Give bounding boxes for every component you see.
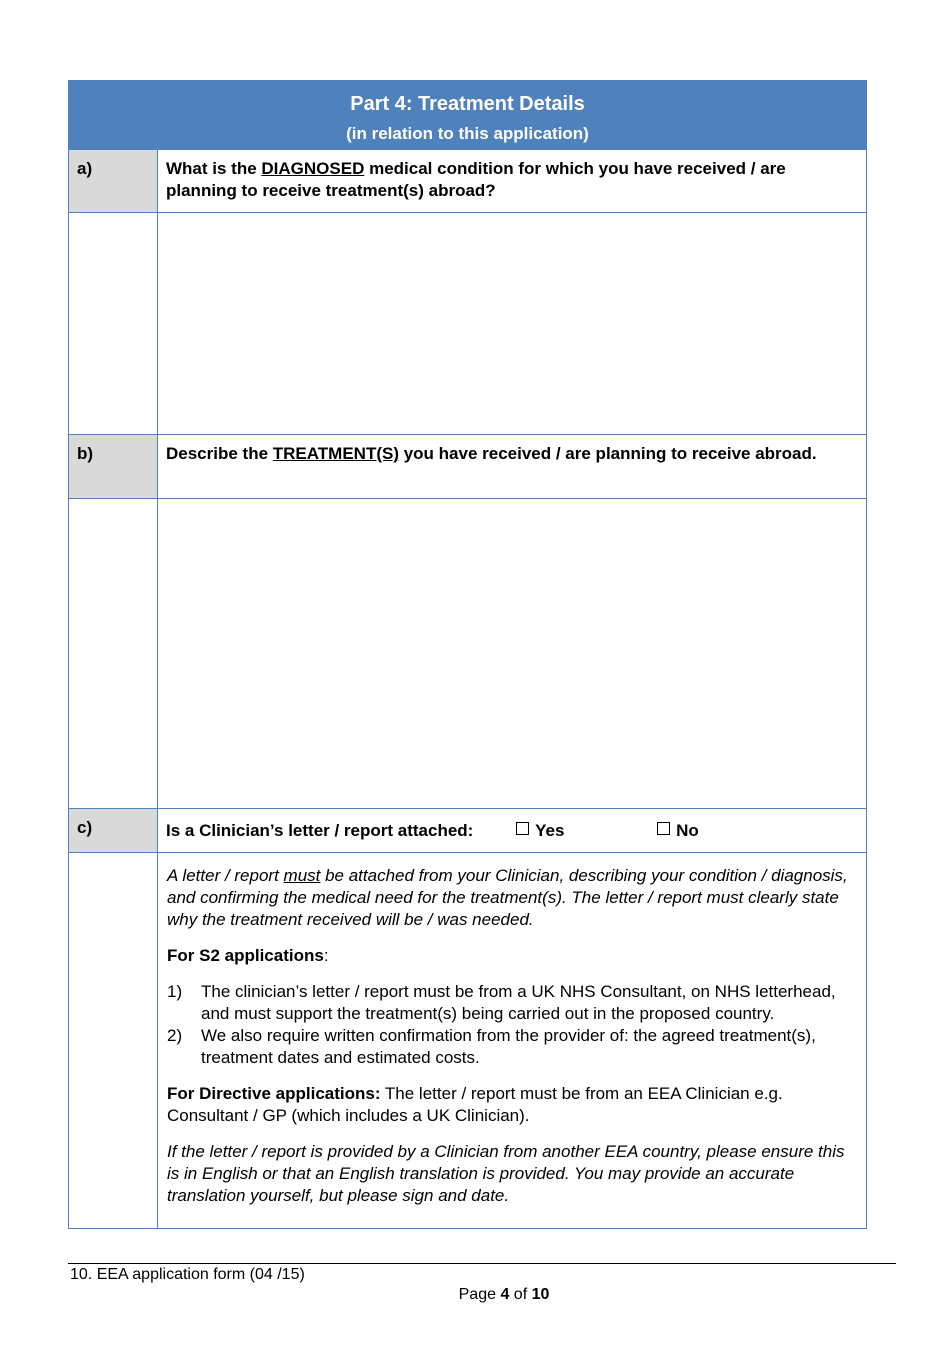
treatment-details-form <box>68 80 867 1229</box>
form-reference: 10. EEA application form (04 /15) <box>70 1266 305 1283</box>
clinician-letter-info <box>158 853 867 1229</box>
page-number: Page 4 of 10 <box>458 1286 550 1303</box>
answer-field-b[interactable] <box>158 499 867 809</box>
emphasis-diagnosed: DIAGNOSED <box>261 159 365 178</box>
question-b: Describe the TREATMENT(S) you have received / are planning to receive abroad. <box>158 435 867 499</box>
question-c <box>158 809 867 853</box>
list-item: 2) We also require written confirmation from the provider of: the agreed treatment(s), treatment dates and estimated costs. <box>167 1026 816 1067</box>
checkbox-no-icon[interactable] <box>657 822 670 835</box>
s2-requirements-list <box>167 981 856 1069</box>
answer-field-a[interactable] <box>158 213 867 435</box>
checkbox-yes-icon[interactable] <box>516 822 529 835</box>
row-label-b: b) <box>69 435 158 499</box>
section-subtitle: (in relation to this application) <box>346 124 589 143</box>
emphasis-treatments: TREATMENT(S) <box>272 444 399 463</box>
section-title: Part 4: Treatment Details <box>350 93 585 115</box>
option-yes[interactable]: Yes <box>516 820 564 842</box>
info-spacer-c <box>69 853 158 1229</box>
s2-heading: For S2 applications: <box>167 946 329 965</box>
list-item: 1) The clinician’s letter / report must be from a UK NHS Consultant, on NHS letterhead, and must support the treatment(s) being carried out in the proposed country. <box>167 982 836 1023</box>
answer-spacer-b <box>69 499 158 809</box>
section-header <box>69 81 867 150</box>
option-no[interactable]: No <box>657 820 699 842</box>
footer-divider <box>68 1263 896 1264</box>
row-label-a: a) <box>69 150 158 213</box>
row-label-c: c) <box>69 809 158 853</box>
question-a: What is the DIAGNOSED medical condition for which you have received / are planning to receive treatment(s) abroad? <box>158 150 867 213</box>
question-c-text: Is a Clinician’s letter / report attached: <box>166 821 474 840</box>
answer-spacer-a <box>69 213 158 435</box>
eea-translation-note: If the letter / report is provided by a Clinician from another EEA country, please ensure this is in English or that an English translation is provided. You may provide an accurate translation yourself, but please sign and date. <box>167 1142 845 1205</box>
letter-requirement-note: A letter / report must be attached from your Clinician, describing your condition / diagnosis, and confirming the medical need for the treatment(s). The letter / report must clearly state why the treatment received will be / was needed. <box>167 866 848 929</box>
directive-paragraph: For Directive applications: The letter / report must be from an EEA Clinician e.g. Consultant / GP (which includes a UK Clinician). <box>167 1084 783 1125</box>
